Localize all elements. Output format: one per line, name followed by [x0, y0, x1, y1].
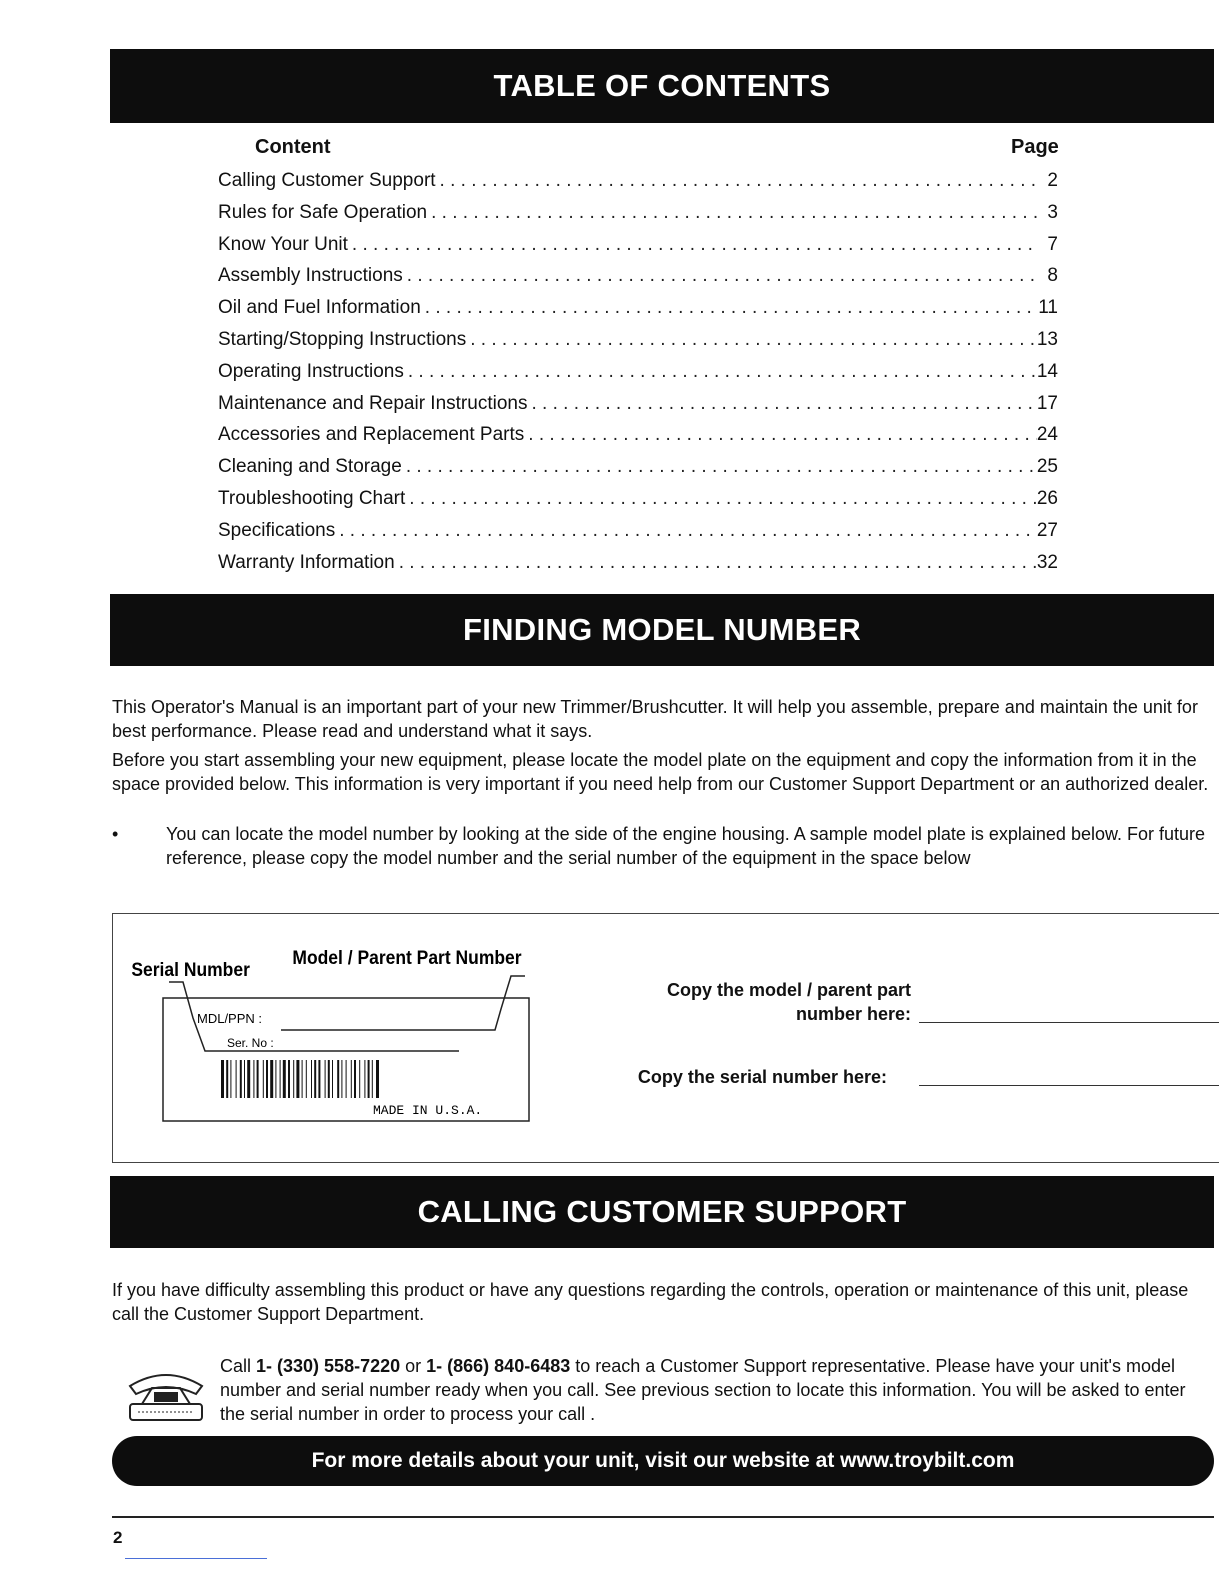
model-banner [110, 594, 1214, 666]
toc-entry-page: 26 [1036, 487, 1058, 509]
toc-title: TABLE OF CONTENTS [493, 68, 831, 103]
phone-number-2[interactable]: 1- (866) 840-6483 [426, 1356, 571, 1376]
barcode-bar [318, 1060, 320, 1098]
toc-entry-title: Operating Instructions [218, 360, 404, 382]
toc-leader-dots [466, 329, 1037, 351]
toc-leader-dots [395, 552, 1037, 574]
support-paragraph: If you have difficulty assembling this product or have any questions regarding the controls, operation or maintenance of this unit, please call the Customer Support Department. [112, 1280, 1189, 1324]
toc-leader-dots [427, 202, 1038, 224]
call-instructions [220, 1354, 1210, 1426]
made-in-usa-text: MADE IN U.S.A. [373, 1103, 483, 1118]
barcode-bar [275, 1060, 276, 1098]
toc-entry-page: 32 [1036, 551, 1058, 573]
barcode-bar [283, 1060, 286, 1098]
barcode-bar [337, 1060, 339, 1098]
barcode-bar [359, 1060, 360, 1098]
toc-leader-dots [335, 520, 1037, 542]
mdl-ppn-text: MDL/PPN : [197, 1011, 263, 1026]
barcode-bar [302, 1060, 303, 1098]
barcode-bar [221, 1060, 224, 1098]
toc-entry[interactable] [218, 520, 1058, 552]
toc-leader-dots [527, 393, 1036, 415]
toc-entry-title: Warranty Information [218, 551, 395, 573]
barcode-bar [372, 1060, 373, 1098]
barcode-bar [368, 1060, 370, 1098]
barcode-bar [311, 1060, 312, 1098]
barcode-bar [288, 1060, 290, 1098]
model-title: FINDING MODEL NUMBER [462, 612, 862, 647]
toc-entry-page: 24 [1036, 424, 1058, 446]
toc-entry[interactable] [218, 265, 1058, 297]
barcode-bar [253, 1060, 254, 1098]
toc-leader-dots [404, 361, 1037, 383]
barcode-bar [240, 1060, 242, 1098]
barcode-bar [293, 1060, 294, 1098]
barcode-bar [332, 1060, 333, 1098]
toc-entry[interactable] [218, 393, 1058, 425]
toc-entry[interactable] [218, 488, 1058, 520]
toc-entry-page: 17 [1036, 392, 1058, 414]
model-plate-illustration [113, 914, 1219, 1162]
copy-model-label: Copy the model / parent part [666, 980, 911, 1000]
toc-entry[interactable] [218, 361, 1058, 393]
barcode-bar [244, 1060, 245, 1098]
barcode-bar [226, 1060, 228, 1098]
barcode-bar [364, 1060, 365, 1098]
toc-entry[interactable] [218, 456, 1058, 488]
intro-paragraph-1: This Operator's Manual is an important part of your new Trimmer/Brushcutter. It will help you assemble, prepare and maintain the unit for best performance. Please read and understand what it says. [112, 697, 1198, 741]
call-prefix: Call [220, 1356, 257, 1376]
toc-leader-dots [348, 234, 1038, 256]
call-or: or [400, 1356, 427, 1376]
page-number: 2 [113, 1528, 123, 1547]
barcode-bar [341, 1060, 342, 1098]
barcode-bar [296, 1060, 299, 1098]
phone-number-1[interactable]: 1- (330) 558-7220 [256, 1356, 401, 1376]
toc-leader-dots [524, 424, 1037, 446]
toc-entry-page: 14 [1036, 360, 1058, 382]
serial-number-input-line[interactable] [919, 1085, 1219, 1086]
copy-model-label-2: number here: [795, 1004, 911, 1024]
barcode-bar [257, 1060, 259, 1098]
copy-serial-label: Copy the serial number here: [637, 1067, 887, 1087]
website-banner-text[interactable]: For more details about your unit, visit our website at www.troybilt.com [311, 1449, 1015, 1472]
toc-entry-title: Maintenance and Repair Instructions [218, 392, 528, 414]
toc-entry-title: Starting/Stopping Instructions [218, 328, 467, 350]
website-banner [112, 1436, 1214, 1486]
toc-entry[interactable] [218, 202, 1058, 234]
toc-entry-title: Cleaning and Storage [218, 456, 402, 478]
ser-no-text: Ser. No : [227, 1036, 274, 1050]
toc-entry-page: 7 [1047, 233, 1058, 255]
barcode-bar [230, 1060, 231, 1098]
toc-entry-title: Rules for Safe Operation [218, 201, 428, 223]
toc-entry[interactable] [218, 234, 1058, 266]
model-pointer-line [281, 976, 525, 1030]
toc-banner [110, 49, 1214, 123]
barcode [221, 1060, 379, 1098]
barcode-bar [376, 1060, 379, 1098]
barcode-bar [280, 1060, 281, 1098]
model-number-input-line[interactable] [919, 1022, 1219, 1023]
support-title: CALLING CUSTOMER SUPPORT [417, 1194, 907, 1229]
toc-entry[interactable] [218, 424, 1058, 456]
toc-leader-dots [402, 456, 1037, 478]
toc-entry[interactable] [218, 170, 1058, 202]
toc-entry-page: 2 [1047, 170, 1058, 191]
barcode-bar [247, 1060, 250, 1098]
toc-leader-dots [421, 297, 1038, 319]
toc-leader-dots [405, 488, 1037, 510]
toc-list [218, 170, 1058, 583]
toc-entry-title: Accessories and Replacement Parts [218, 424, 525, 446]
bullet-text: You can locate the model number by looking at the side of the engine housing. A sample model plate is explained below. For future reference, please copy the model number and the serial number of the equipment in the space below [166, 824, 1206, 868]
support-banner [110, 1176, 1214, 1248]
toc-entry-page: 11 [1038, 297, 1058, 319]
toc-page-header: Page [1011, 136, 1059, 158]
model-number-label: Model / Parent Part Number [292, 946, 522, 969]
barcode-bar [346, 1060, 347, 1098]
barcode-bar [354, 1060, 356, 1098]
toc-leader-dots [403, 265, 1038, 287]
barcode-bar [325, 1060, 326, 1098]
barcode-bar [263, 1060, 264, 1098]
toc-entry[interactable] [218, 329, 1058, 361]
barcode-bar [270, 1060, 273, 1098]
toc-entry-page: 3 [1047, 201, 1058, 223]
bullet-symbol: • [112, 824, 119, 844]
toc-leader-dots [436, 170, 1038, 192]
barcode-bar [328, 1060, 330, 1098]
barcode-bar [314, 1060, 316, 1098]
barcode-bar [236, 1060, 237, 1098]
footer-blue-rule [125, 1558, 267, 1559]
barcode-bar [351, 1060, 352, 1098]
call-suffix: to reach a Customer Support representative. Please have your unit's model number and serial number ready when you call. See previous section to locate this information. You will be asked to enter the serial number in order to process your call . [220, 1356, 1186, 1424]
toc-entry-page: 25 [1036, 456, 1058, 478]
barcode-bar [266, 1060, 268, 1098]
toc-entry-title: Oil and Fuel Information [218, 297, 421, 319]
barcode-bar [306, 1060, 307, 1098]
intro-paragraph-2: Before you start assembling your new equipment, please locate the model plate on the equipment and copy the information from it in the space provided below. This information is very important if you need help from our Customer Support Department or an authorized dealer. [112, 750, 1209, 794]
toc-entry-title: Specifications [218, 519, 336, 541]
toc-entry-title: Assembly Instructions [218, 265, 403, 287]
toc-entry[interactable] [218, 297, 1058, 329]
toc-entry-page: 8 [1047, 265, 1058, 287]
toc-entry-title: Troubleshooting Chart [218, 487, 406, 509]
model-plate-box [112, 913, 1219, 1163]
telephone-icon [124, 1364, 208, 1424]
toc-entry[interactable] [218, 552, 1058, 584]
toc-entry-title: Calling Customer Support [218, 170, 436, 191]
toc-entry-page: 27 [1036, 519, 1058, 541]
toc-content-header: Content [255, 136, 331, 158]
toc-entry-page: 13 [1036, 328, 1058, 350]
footer-rule [112, 1516, 1214, 1518]
toc-entry-title: Know Your Unit [218, 233, 348, 255]
serial-number-label: Serial Number [131, 958, 250, 981]
